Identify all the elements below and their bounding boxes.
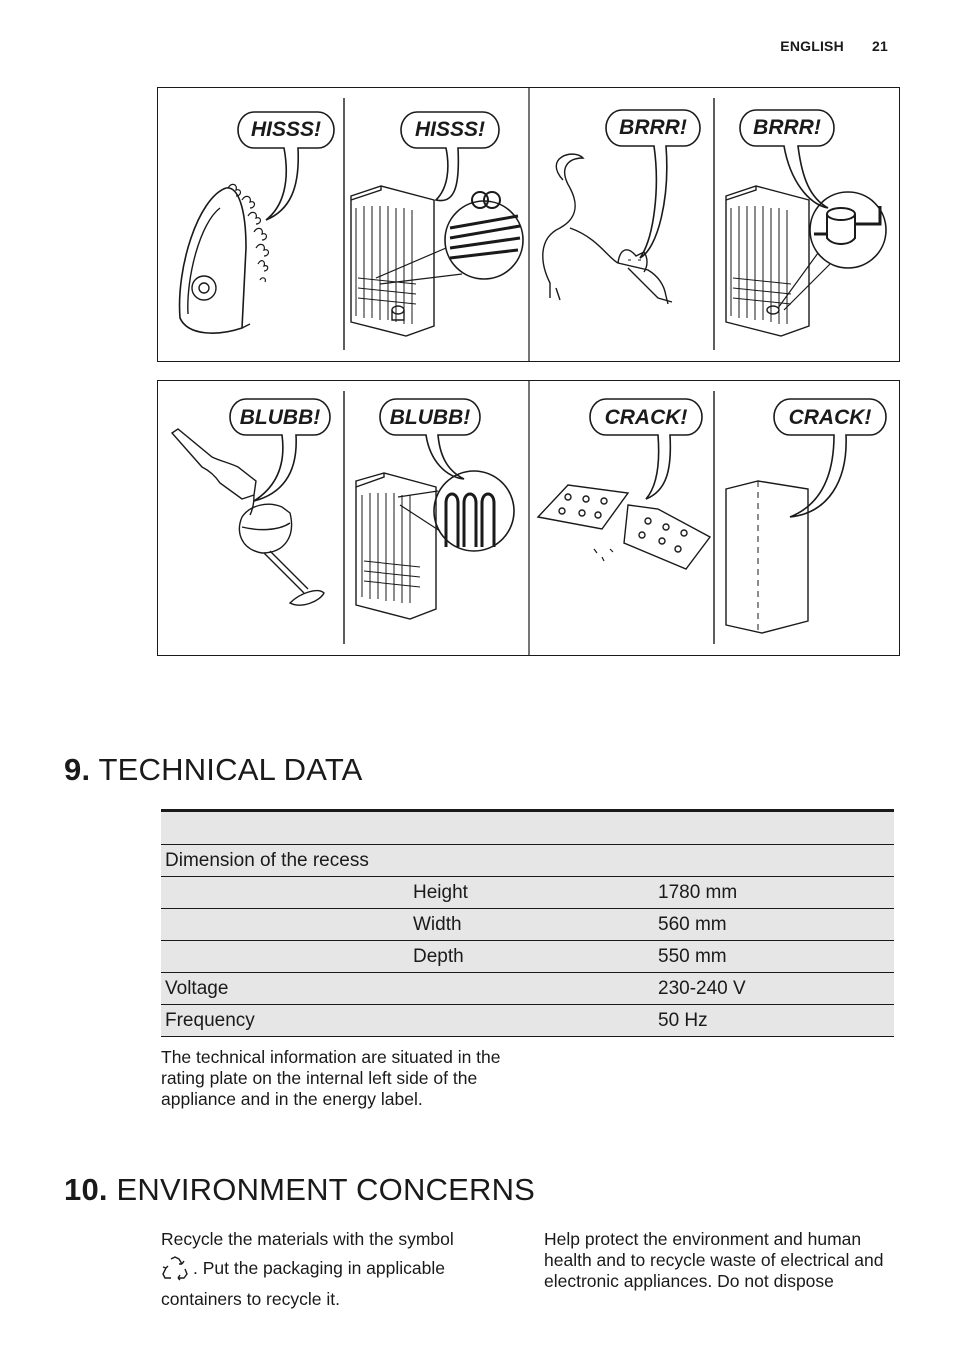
bubble-brrr-fridge: BRRR! — [753, 116, 821, 139]
fridge-rear-bubbling-drawing — [356, 473, 436, 619]
wine-bottle-drawing — [172, 429, 256, 515]
row-sub-label — [409, 1005, 654, 1037]
speech-bubble-shapes — [238, 110, 834, 258]
table-row — [161, 941, 894, 973]
row-label: Dimension of the recess — [161, 845, 894, 877]
fridge-front-drawing — [726, 481, 808, 633]
fridge-rear-compressor-drawing — [726, 186, 809, 336]
wine-glass-drawing — [239, 504, 324, 605]
table-header-row — [161, 811, 894, 845]
technical-data-table — [161, 809, 894, 1037]
text-line-with-symbol — [161, 1255, 501, 1281]
row-sub-label — [409, 973, 654, 1005]
row-sub-label: Depth — [409, 941, 654, 973]
environment-text-right: Help protect the environment and human health and to recycle waste of electrical and electronic appliances. Do not dispose — [544, 1229, 884, 1291]
bubble-blubb-fridge: BLUBB! — [389, 406, 471, 429]
section-number: 9. — [64, 752, 91, 787]
noise-illustration-bottom — [158, 381, 899, 655]
steam-iron-drawing — [180, 188, 250, 333]
bubble-crack-ice: CRACK! — [604, 406, 688, 429]
section-title-environment — [64, 1172, 535, 1208]
text-line: Recycle the materials with the symbol — [161, 1229, 454, 1249]
row-value: 550 mm — [654, 941, 894, 973]
row-sub-label: Width — [409, 909, 654, 941]
cracking-ice-tray-drawing — [538, 485, 710, 569]
technical-data-note: The technical information are situated in the rating plate on the internal left side of the appliance and in the energy label. — [161, 1047, 501, 1109]
table-row — [161, 877, 894, 909]
bubble-crack-fridge: CRACK! — [788, 406, 872, 429]
environment-text-left — [161, 1229, 501, 1310]
row-label — [161, 909, 409, 941]
section-heading: TECHNICAL DATA — [98, 752, 363, 787]
fridge-rear-coil-drawing — [351, 186, 434, 336]
section-number: 10. — [64, 1172, 108, 1207]
noise-illustration-panel-top — [157, 87, 900, 362]
bubble-blubb-wine: BLUBB! — [239, 406, 321, 429]
recycle-icon — [161, 1255, 189, 1281]
table-row — [161, 1005, 894, 1037]
text-line: . Put the packaging in applicable — [193, 1257, 445, 1278]
section-title-technical-data — [64, 752, 363, 788]
header-language: ENGLISH — [780, 38, 844, 54]
stretching-cat-drawing — [543, 154, 672, 304]
noise-illustration-panel-bottom — [157, 380, 900, 656]
row-value: 560 mm — [654, 909, 894, 941]
table-row — [161, 909, 894, 941]
row-value: 1780 mm — [654, 877, 894, 909]
row-label — [161, 941, 409, 973]
row-value: 50 Hz — [654, 1005, 894, 1037]
table-row — [161, 845, 894, 877]
row-value: 230-240 V — [654, 973, 894, 1005]
table-row — [161, 973, 894, 1005]
steam-puffs-drawing — [228, 184, 269, 282]
page-header — [780, 38, 888, 54]
text-line: containers to recycle it. — [161, 1289, 340, 1309]
noise-illustration-top — [158, 88, 899, 361]
row-label: Voltage — [161, 973, 409, 1005]
row-sub-label: Height — [409, 877, 654, 909]
section-heading: ENVIRONMENT CONCERNS — [116, 1172, 536, 1207]
header-page-number: 21 — [872, 38, 888, 54]
bubble-hisss-fridge: HISSS! — [414, 118, 486, 141]
bubble-hisss-iron: HISSS! — [250, 118, 322, 141]
bubble-brrr-cat: BRRR! — [619, 116, 687, 139]
row-label: Frequency — [161, 1005, 409, 1037]
row-label — [161, 877, 409, 909]
